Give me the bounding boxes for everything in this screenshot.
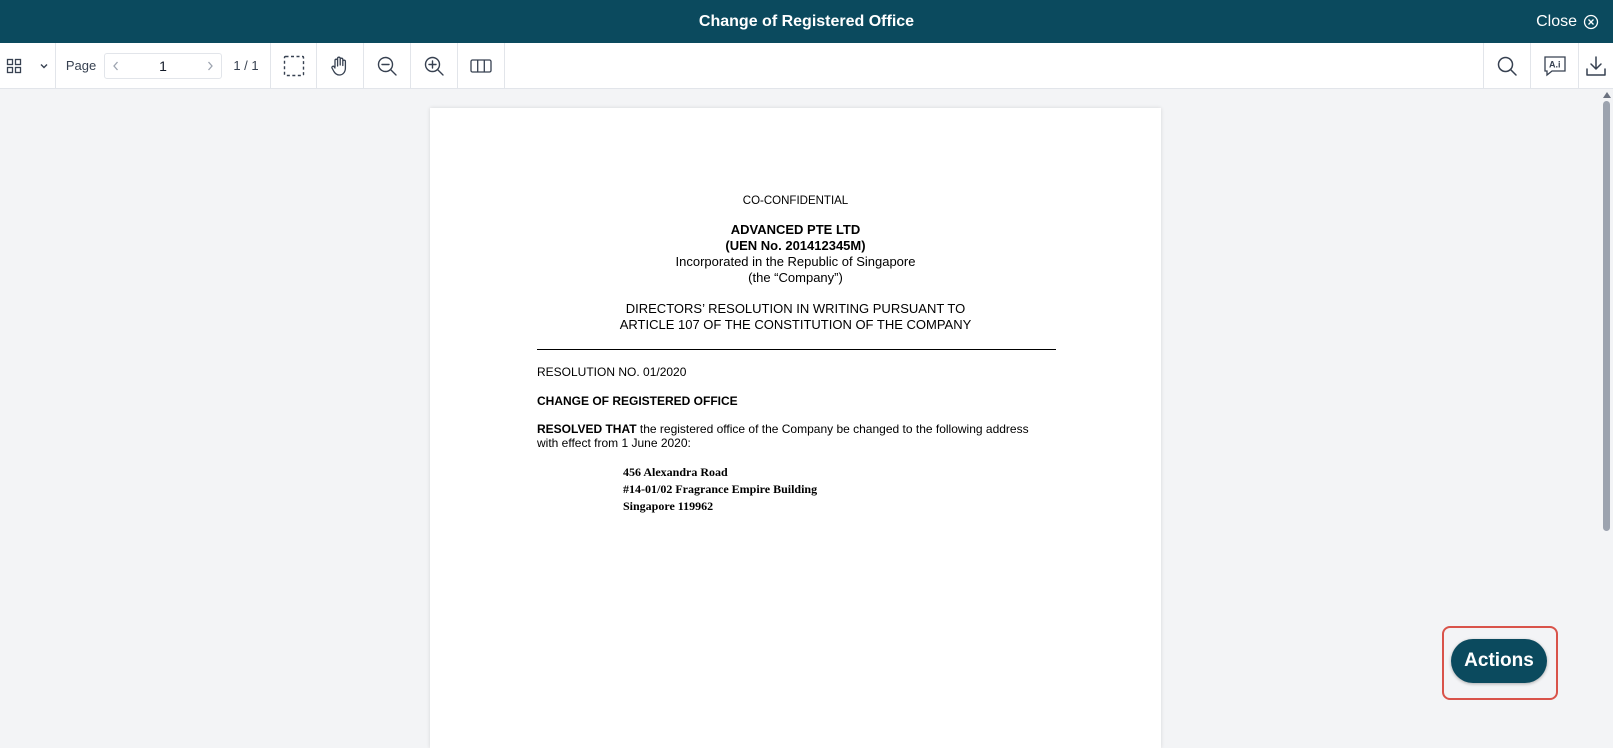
chevron-right-icon (205, 60, 215, 72)
resolution-subject: CHANGE OF REGISTERED OFFICE (537, 394, 738, 408)
heading-divider (537, 349, 1056, 350)
search-icon (1496, 55, 1518, 77)
pan-tool-button[interactable] (317, 43, 363, 88)
page-count (230, 43, 262, 88)
marquee-select-button[interactable] (271, 43, 316, 88)
resolution-heading-line-1: DIRECTORS’ RESOLUTION IN WRITING PURSUANT TO (625, 301, 966, 316)
actions-button[interactable]: Actions (1451, 639, 1547, 683)
chevron-left-icon (111, 60, 121, 72)
address-line-1: 456 Alexandra Road (623, 465, 728, 479)
zoom-in-icon (423, 55, 445, 77)
resolution-body (537, 422, 1057, 450)
new-address (623, 464, 817, 515)
scrollbar-thumb[interactable] (1603, 101, 1610, 531)
page-label (66, 43, 96, 88)
download-button[interactable] (1579, 43, 1613, 88)
scroll-up-arrow-icon[interactable] (1603, 92, 1611, 98)
resolved-text-line-1: the registered office of the Company be changed to the following address (636, 422, 1029, 436)
vertical-scrollbar[interactable] (1600, 89, 1613, 735)
close-circle-icon (1583, 14, 1599, 30)
zoom-out-icon (376, 55, 398, 77)
chevron-down-icon (39, 61, 49, 71)
zoom-out-button[interactable] (364, 43, 410, 88)
title-bar (0, 0, 1613, 43)
thumbnails-button[interactable] (2, 43, 26, 88)
prev-page-button[interactable] (111, 60, 121, 72)
hand-icon (329, 55, 351, 77)
close-button[interactable] (1536, 0, 1599, 43)
grid-icon (6, 58, 22, 74)
page-count-text: 1 / 1 (233, 58, 259, 73)
company-alias: (the “Company”) (748, 270, 843, 285)
company-uen: (UEN No. 201412345M) (725, 238, 866, 253)
address-line-3: Singapore 119962 (623, 499, 714, 513)
marquee-select-icon (283, 55, 305, 77)
page-number-input[interactable]: 1 (159, 57, 167, 74)
resolution-heading-line-2: ARTICLE 107 OF THE CONSTITUTION OF THE COMPANY (619, 317, 972, 332)
zoom-in-button[interactable] (411, 43, 457, 88)
resolved-text-line-2: with effect from 1 June 2020: (537, 436, 691, 450)
page-label-text: Page (65, 58, 97, 73)
viewer-toolbar (0, 43, 1613, 89)
columns-icon (470, 57, 492, 75)
company-name: ADVANCED PTE LTD (730, 222, 861, 237)
confidential-label: CO-CONFIDENTIAL (742, 195, 849, 207)
document-page (430, 108, 1161, 748)
view-mode-dropdown[interactable] (34, 43, 54, 88)
search-button[interactable] (1484, 43, 1530, 88)
resolution-number: RESOLUTION NO. 01/2020 (537, 365, 687, 379)
resolved-lead: RESOLVED THAT (537, 422, 637, 436)
address-line-2: #14-01/02 Fragrance Empire Building (623, 482, 818, 496)
close-label: Close (1536, 12, 1577, 30)
next-page-button[interactable] (205, 60, 215, 72)
page-navigator (104, 53, 222, 79)
text-annotation-icon (1543, 55, 1567, 77)
download-icon (1585, 55, 1607, 77)
svg-text:A.i: A.i (1548, 59, 1561, 69)
text-annotation-button[interactable] (1531, 43, 1578, 88)
incorporation-line: Incorporated in the Republic of Singapore (675, 254, 916, 269)
document-title: Change of Registered Office (698, 13, 915, 30)
page-layout-button[interactable] (458, 43, 504, 88)
